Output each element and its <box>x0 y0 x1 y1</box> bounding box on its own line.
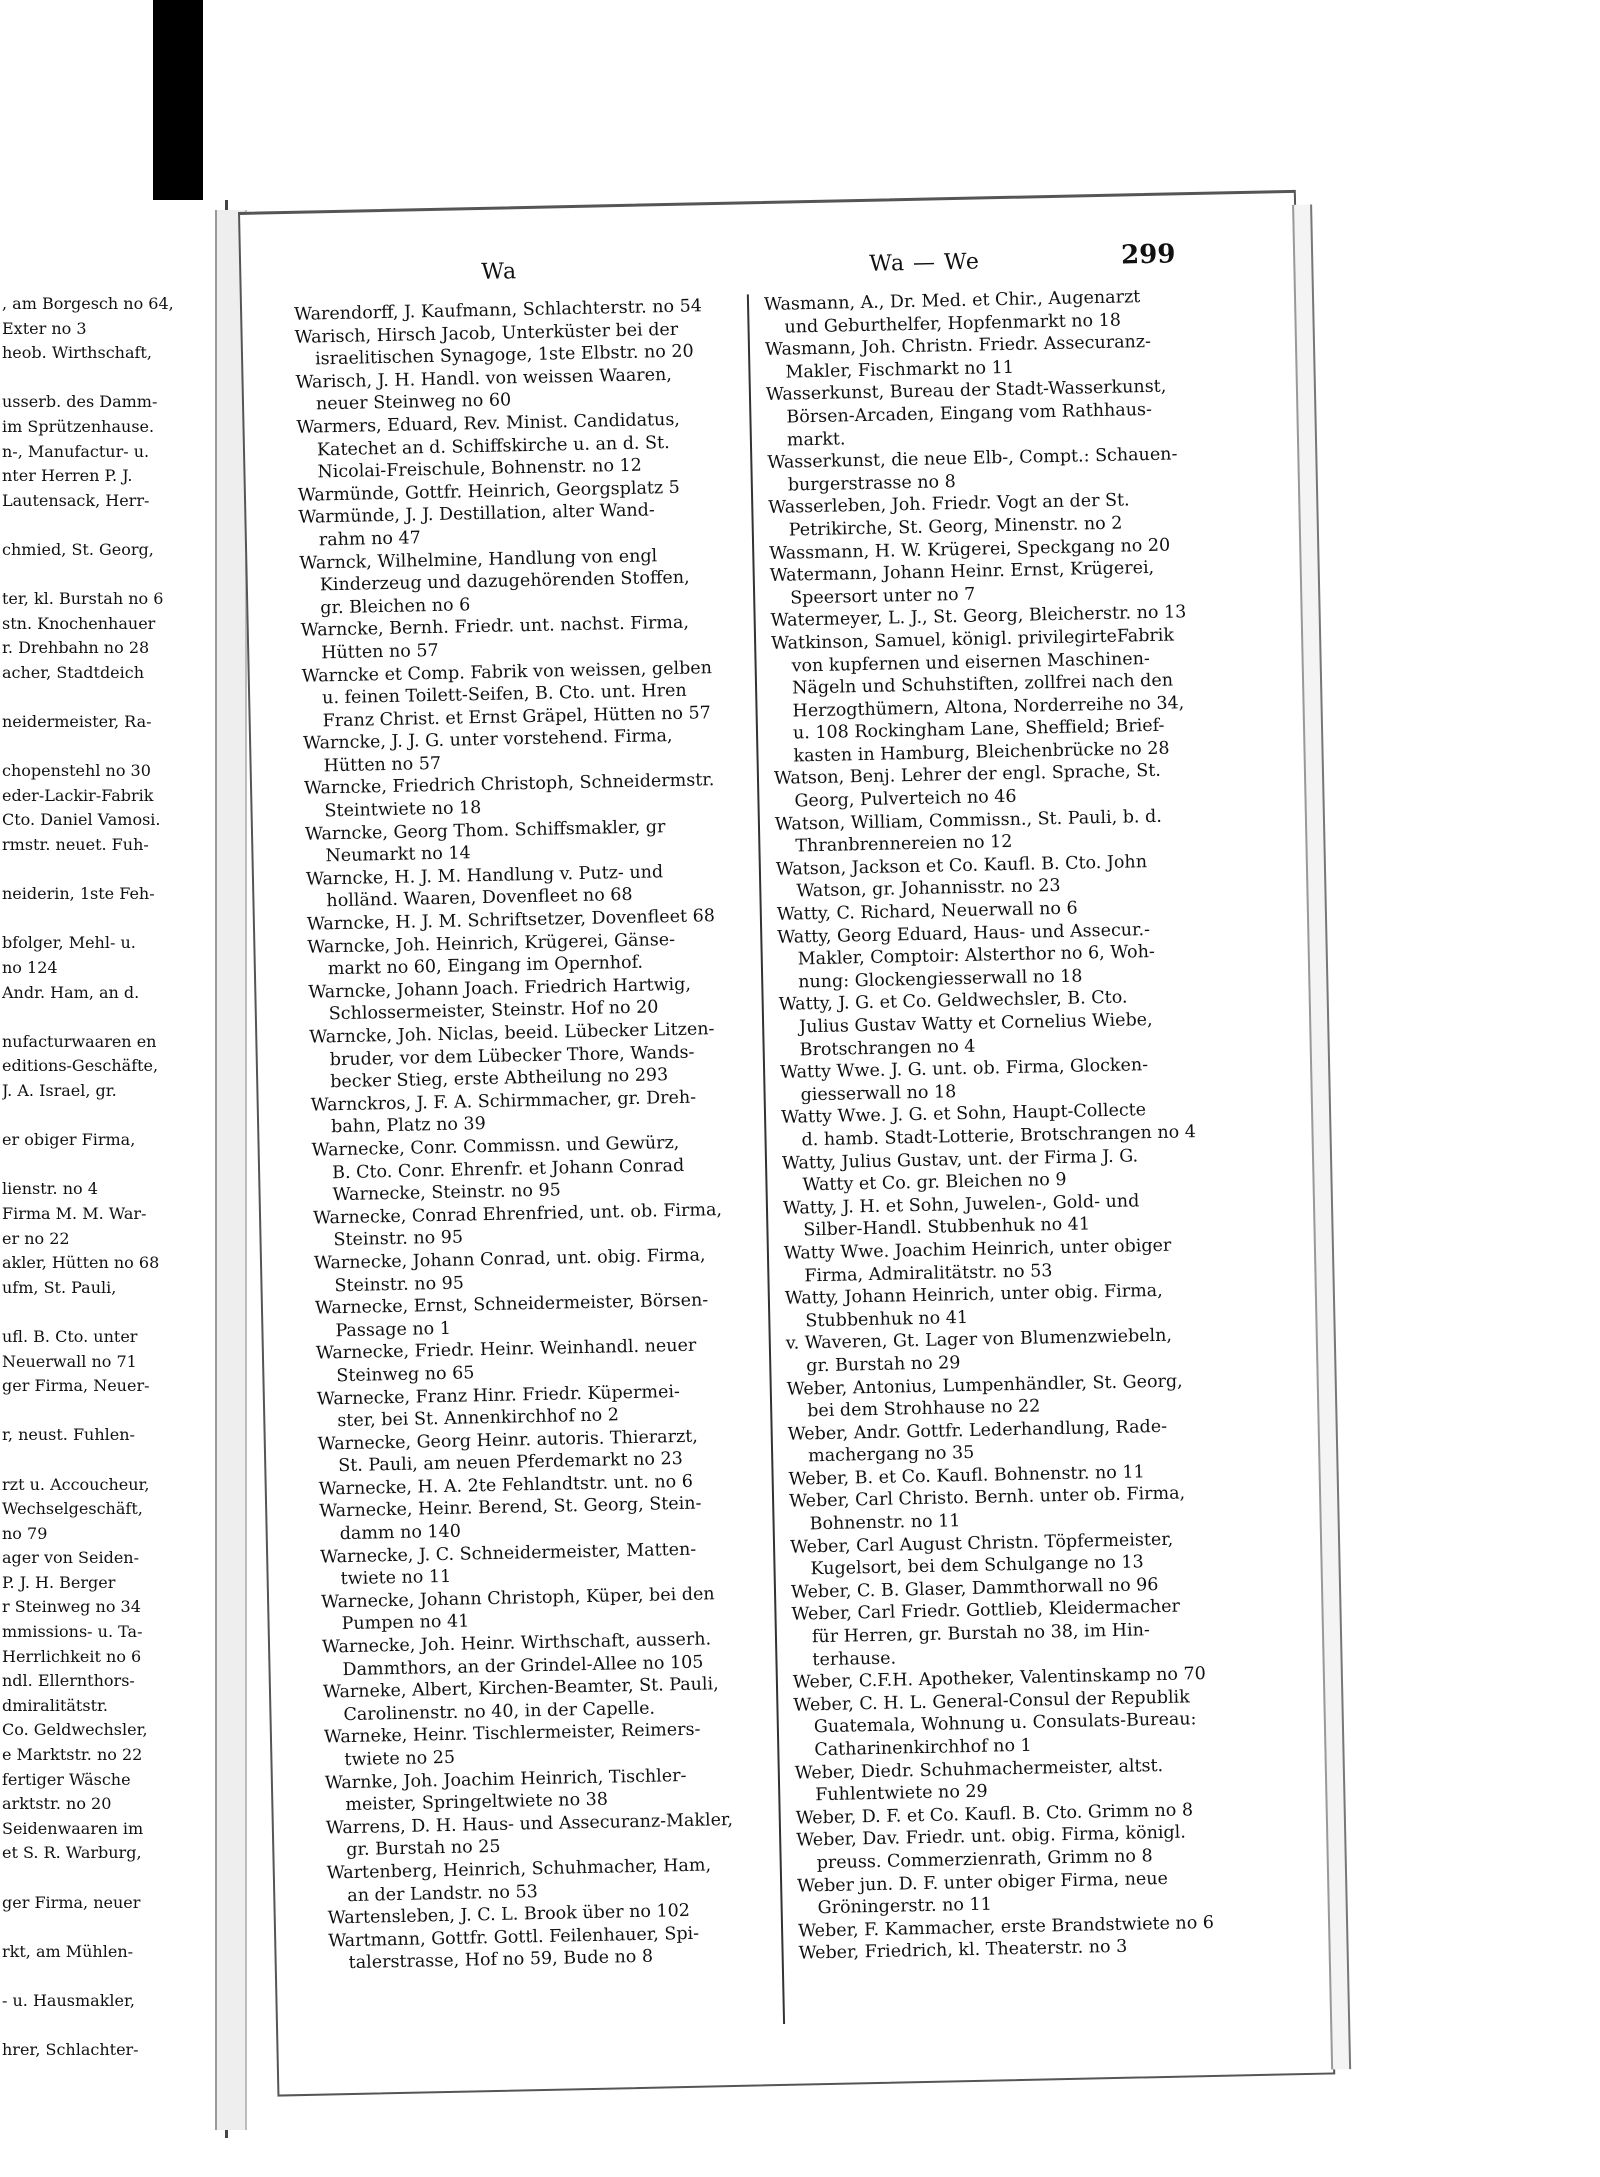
left-page-line: arktstr. no 20 <box>2 1794 112 1814</box>
entry-continuation: bahn, Platz no 39 <box>330 1114 486 1138</box>
entry-head: Warncke, Joh. Niclas, beeid. Lübecker Litzen- <box>309 1019 715 1048</box>
entry-continuation: Herzogthümern, Altona, Norderreihe no 34, <box>792 692 1185 722</box>
entry-head: Weber, Antonius, Lumpenhändler, St. Georg, <box>786 1370 1183 1400</box>
entry-head: Wassmann, H. W. Krügerei, Speckgang no 20 <box>769 535 1171 564</box>
entry-head: Warneke, Heinr. Tischlermeister, Reimers- <box>323 1720 701 1748</box>
left-page-line: rzt u. Accoucheur, <box>2 1474 150 1494</box>
entry-head: Weber, C.F.H. Apotheker, Valentinskamp no 70 <box>792 1664 1206 1693</box>
entry-head: Weber, Diedr. Schuhmachermeister, altst. <box>794 1755 1164 1784</box>
left-page-line <box>2 1104 224 1129</box>
entry-continuation: damm no 140 <box>339 1521 462 1545</box>
directory-entry <box>299 543 738 620</box>
left-page-line: neidermeister, Ra- <box>2 712 152 732</box>
entry-head: Watty Wwe. Joachim Heinrich, unter obiger <box>783 1235 1172 1264</box>
entry-continuation: nung: Glockengiesserwall no 18 <box>798 966 1083 993</box>
entry-head: Wasserleben, Joh. Friedr. Vogt an der St. <box>768 490 1130 519</box>
entry-continuation: Makler, Comptoir: Alsterthor no 6, Woh- <box>797 942 1155 970</box>
directory-entry <box>771 624 1214 769</box>
entry-head: Warnecke, Georg Heinr. autoris. Thierarzt, <box>317 1426 699 1455</box>
left-page-line: akler, Hütten no 68 <box>2 1253 160 1273</box>
entry-continuation: gr. Bleichen no 6 <box>320 594 471 619</box>
entry-head: Warnecke, Friedr. Heinr. Weinhandl. neuer <box>315 1335 697 1364</box>
entry-head: Watermeyer, L. J., St. Georg, Bleicherstr. no 13 <box>770 602 1187 632</box>
entry-head: Warmers, Eduard, Rev. Minist. Candidatus, <box>296 409 681 438</box>
entry-head: Warnecke, Joh. Heinr. Wirthschaft, ausserh. <box>321 1629 712 1658</box>
entry-continuation: von kupfernen und eisernen Maschinen- <box>791 648 1150 677</box>
entry-head: Warncke, J. J. G. unter vorstehend. Firma, <box>302 726 673 755</box>
entry-continuation: Pumpen no 41 <box>341 1611 470 1635</box>
entry-continuation: Steinstr. no 95 <box>334 1273 465 1296</box>
entry-continuation: d. hamb. Stadt-Lotterie, Brotschrangen no 4 <box>801 1122 1197 1151</box>
left-page-line: Herrlichkeit no 6 <box>2 1646 142 1666</box>
left-page-line: Exter no 3 <box>2 318 87 338</box>
entry-continuation: Neumarkt no 14 <box>325 843 471 867</box>
entry-head: Warnecke, Ernst, Schneidermeister, Börsen- <box>314 1290 709 1319</box>
left-page-line <box>2 1300 224 1325</box>
left-page-line: r, neust. Fuhlen- <box>2 1425 135 1445</box>
entry-continuation: kasten in Hamburg, Bleichenbrücke no 28 <box>793 738 1170 767</box>
left-page-line: fertiger Wäsche <box>2 1769 131 1789</box>
left-page-line: usserb. des Damm- <box>2 392 158 412</box>
left-page-line <box>2 1448 224 1473</box>
entry-continuation: Steintwiete no 18 <box>324 798 482 822</box>
left-page-line: dmiralitätstr. <box>2 1695 108 1715</box>
left-page-line: er no 22 <box>2 1228 70 1248</box>
entry-continuation: an der Landstr. no 53 <box>347 1881 538 1906</box>
entry-continuation: und Geburthelfer, Hopfenmarkt no 18 <box>784 310 1122 338</box>
entry-head: Warncke, Johann Joach. Friedrich Hartwig, <box>308 974 692 1003</box>
directory-entry <box>766 375 1207 452</box>
left-page-line: lienstr. no 4 <box>2 1179 98 1199</box>
left-page-line <box>2 735 224 760</box>
entry-head: Warncke, Joh. Heinrich, Krügerei, Gänse- <box>307 929 676 958</box>
entry-continuation: Catharinenkirchhof no 1 <box>814 1735 1032 1761</box>
left-page-line <box>2 1399 224 1424</box>
directory-column-left <box>294 295 767 1976</box>
entry-head: Watty, J. G. et Co. Geldwechsler, B. Cto. <box>778 987 1128 1016</box>
entry-head: Watty, C. Richard, Neuerwall no 6 <box>776 898 1078 925</box>
entry-head: Weber, Andr. Gottfr. Lederhandlung, Rade- <box>787 1416 1168 1445</box>
directory-entry <box>793 1685 1234 1762</box>
entry-head: Watson, Jackson et Co. Kaufl. B. Cto. John <box>775 851 1148 880</box>
left-page-line: ter, kl. Burstah no 6 <box>2 589 164 609</box>
left-page-line: ndl. Ellernthors- <box>2 1671 135 1691</box>
entry-head: Weber, D. F. et Co. Kaufl. B. Cto. Grimm no 8 <box>795 1800 1194 1829</box>
entry-continuation: für Herren, gr. Burstah no 38, im Hin- <box>811 1620 1151 1648</box>
entry-continuation: Carolinenstr. no 40, in der Capelle. <box>343 1698 656 1725</box>
left-page-line: ager von Seiden- <box>2 1548 140 1568</box>
entry-continuation: burgerstrasse no 8 <box>787 471 956 496</box>
entry-continuation: Warnecke, Steinstr. no 95 <box>332 1180 562 1206</box>
entry-continuation: bruder, vor dem Lübecker Thore, Wands- <box>329 1042 695 1070</box>
entry-continuation: markt no 60, Eingang im Opernhof. <box>327 952 644 980</box>
left-page-line <box>2 858 224 883</box>
left-page-line: no 124 <box>2 958 58 978</box>
entry-continuation: Firma, Admiralitätstr. no 53 <box>804 1260 1053 1286</box>
entry-head: Wartmann, Gottfr. Gottl. Feilenhauer, Spi- <box>328 1923 700 1952</box>
left-page-line: ufl. B. Cto. unter <box>2 1326 138 1346</box>
page-number: 299 <box>1120 239 1176 271</box>
entry-head: Warncke et Comp. Fabrik von weissen, gelben <box>301 657 713 687</box>
entry-head: Warnecke, Conrad Ehrenfried, unt. ob. Firma, <box>312 1199 723 1229</box>
entry-continuation: Makler, Fischmarkt no 11 <box>785 357 1015 383</box>
entry-head: Wartensleben, J. C. L. Brook über no 102 <box>327 1901 691 1929</box>
entry-continuation: Georg, Pulverteich no 46 <box>794 786 1017 812</box>
entry-head: Weber, Friedrich, kl. Theaterstr. no 3 <box>798 1937 1128 1964</box>
directory-column-right <box>764 285 1239 1966</box>
left-page-line: e Marktstr. no 22 <box>2 1745 143 1765</box>
entry-continuation: israelitischen Synagoge, 1ste Elbstr. no 20 <box>314 341 694 370</box>
entry-continuation: Stubbenhuk no 41 <box>805 1307 969 1332</box>
left-page <box>0 200 228 2138</box>
entry-head: Warncke, H. J. M. Handlung v. Putz- und <box>305 862 664 890</box>
entry-head: Warneke, Albert, Kirchen-Beamter, St. Pauli, <box>322 1674 719 1703</box>
entry-head: Warnecke, Franz Hinr. Friedr. Küpermei- <box>316 1381 681 1410</box>
entry-head: Warncke, Georg Thom. Schiffsmakler, gr <box>304 816 666 845</box>
entry-head: Warnke, Joh. Joachim Heinrich, Tischler- <box>324 1765 687 1794</box>
left-page-line: hrer, Schlachter- <box>2 2040 139 2060</box>
directory-entry <box>791 1595 1232 1672</box>
left-page-line: stn. Knochenhauer <box>2 613 156 633</box>
left-page-line: Firma M. M. War- <box>2 1203 147 1223</box>
entry-head: Warisch, J. H. Handl. von weissen Waaren, <box>295 364 673 393</box>
entry-continuation: Petrikirche, St. Georg, Minenstr. no 2 <box>788 513 1123 541</box>
entry-head: Warncke, Friedrich Christoph, Schneidermstr. <box>303 770 715 800</box>
entry-continuation: Nägeln und Schuhstiften, zollfrei nach den <box>791 670 1174 699</box>
entry-continuation: preuss. Commerzienrath, Grimm no 8 <box>816 1846 1153 1874</box>
directory-entry <box>328 1921 767 1975</box>
entry-continuation: Passage no 1 <box>335 1318 452 1341</box>
entry-head: Watermann, Johann Heinr. Ernst, Krügerei, <box>769 558 1155 587</box>
entry-head: Weber, F. Kammacher, erste Brandstwiete no 6 <box>797 1912 1215 1942</box>
left-page-line <box>2 1153 224 1178</box>
left-page-line <box>2 1005 224 1030</box>
entry-continuation: gr. Burstah no 25 <box>346 1837 501 1861</box>
entry-continuation: giesserwall no 18 <box>800 1081 957 1106</box>
entry-continuation: Silber-Handl. Stubbenhuk no 41 <box>803 1214 1091 1241</box>
entry-continuation: Steinstr. no 95 <box>333 1227 464 1251</box>
directory-entry <box>309 1018 748 1095</box>
left-page-line: acher, Stadtdeich <box>2 662 145 682</box>
entry-continuation: Franz Christ. et Ernst Gräpel, Hütten no 57 <box>322 702 711 732</box>
entry-continuation: twiete no 25 <box>344 1747 456 1771</box>
left-page-line: Cto. Daniel Vamosi. <box>2 810 161 830</box>
left-page-line: Neuerwall no 71 <box>2 1351 137 1371</box>
left-page-line: , am Borgesch no 64, <box>2 294 174 313</box>
entry-continuation: Speersort unter no 7 <box>790 584 976 609</box>
entry-continuation: neuer Steinweg no 60 <box>315 390 512 415</box>
left-page-line <box>2 907 224 932</box>
entry-head: Weber, Carl August Christn. Töpfermeister, <box>789 1529 1174 1558</box>
entry-continuation: Fuhlentwiete no 29 <box>815 1781 988 1806</box>
entry-continuation: markt. <box>786 428 846 451</box>
directory-entry <box>781 1098 1222 1152</box>
entry-head: Wasmann, Joh. Christn. Friedr. Assecuranz- <box>764 332 1152 361</box>
left-page-line: et S. R. Warburg, <box>2 1843 142 1863</box>
entry-continuation: B. Cto. Conr. Ehrenfr. et Johann Conrad <box>331 1155 685 1183</box>
left-page-line: r Steinweg no 34 <box>2 1597 141 1617</box>
entry-head: Warncke, H. J. M. Schriftsetzer, Dovenfleet 68 <box>306 906 716 935</box>
left-page-line: Andr. Ham, an d. <box>2 982 140 1002</box>
left-page-line: Co. Geldwechsler, <box>2 1720 148 1740</box>
entry-head: Weber jun. D. F. unter obiger Firma, neue <box>796 1868 1169 1897</box>
directory-entry <box>779 985 1220 1062</box>
entry-continuation: becker Stieg, erste Abtheilung no 293 <box>330 1065 669 1093</box>
left-page-line <box>2 563 224 588</box>
entry-continuation: Thranbrennereien no 12 <box>795 832 1013 857</box>
running-header-center: Wa — We <box>868 249 981 277</box>
entry-head: Watson, William, Commissn., St. Pauli, b. d. <box>774 806 1163 835</box>
left-page-line: chopenstehl no 30 <box>2 761 151 781</box>
entry-head: Wasserkunst, die neue Elb-, Compt.: Schauen- <box>767 444 1178 474</box>
entry-continuation: Börsen-Arcaden, Eingang vom Rathhaus- <box>786 399 1153 428</box>
entry-continuation: Julius Gustav Watty et Cornelius Wiebe, <box>798 1010 1153 1038</box>
entry-head: Warnck, Wilhelmine, Handlung von engl <box>299 545 658 574</box>
left-page-line: im Sprützenhause. <box>2 416 155 436</box>
entry-head: Watty, J. H. et Sohn, Juwelen-, Gold- und <box>782 1191 1140 1219</box>
left-page-line: heob. Wirthschaft, <box>2 343 152 363</box>
left-page-line: nufacturwaaren en <box>2 1031 157 1051</box>
entry-continuation: talerstrasse, Hof no 59, Bude no 8 <box>348 1947 654 1974</box>
entry-continuation: terhause. <box>812 1648 897 1670</box>
entry-continuation: u. 108 Rockingham Lane, Sheffield; Brief- <box>792 715 1165 744</box>
entry-head: Warnecke, Conr. Commissn. und Gewürz, <box>311 1132 680 1161</box>
entry-continuation: meister, Springeltwiete no 38 <box>345 1789 609 1816</box>
left-page-line: no 79 <box>2 1523 48 1543</box>
entry-head: Watson, Benj. Lehrer der engl. Sprache, St. <box>773 761 1162 790</box>
entry-head: Warisch, Hirsch Jacob, Unterküster bei der <box>294 319 679 348</box>
entry-continuation: Dammthors, an der Grindel-Allee no 105 <box>342 1652 704 1680</box>
left-page-line: bfolger, Mehl- u. <box>2 933 136 953</box>
book-gutter <box>215 210 247 2130</box>
left-page-line: J. A. Israel, gr. <box>2 1081 117 1100</box>
left-page-line <box>2 1866 224 1891</box>
entry-head: Warnecke, H. A. 2te Fehlandtstr. unt. no 6 <box>318 1471 694 1500</box>
left-page-line <box>2 513 224 538</box>
entry-head: Warncke, Bernh. Friedr. unt. nachst. Firma, <box>300 612 690 642</box>
directory-entry <box>302 656 741 733</box>
entry-head: Weber, C. B. Glaser, Dammthorwall no 96 <box>790 1574 1159 1603</box>
left-page-line: ger Firma, neuer <box>2 1892 141 1912</box>
entry-continuation: holländ. Waaren, Dovenfleet no 68 <box>326 885 633 912</box>
entry-head: Watkinson, Samuel, königl. privilegirteFabrik <box>770 625 1175 654</box>
left-page-line: Seidenwaaren im <box>2 1818 144 1838</box>
left-page-line: er obiger Firma, <box>2 1130 136 1150</box>
left-page-line <box>2 2014 224 2039</box>
page-edges <box>1292 205 1351 2070</box>
entry-continuation: bei dem Strohhause no 22 <box>807 1396 1041 1422</box>
left-page-line <box>2 1915 224 1940</box>
entry-head: Wartenberg, Heinrich, Schuhmacher, Ham, <box>326 1855 712 1884</box>
entry-continuation: Guatemala, Wohnung u. Consulats-Bureau: <box>813 1709 1197 1738</box>
entry-head: Warnecke, Johann Conrad, unt. obig. Firma, <box>313 1245 706 1274</box>
entry-head: Warnecke, Heinr. Berend, St. Georg, Stein- <box>319 1494 702 1523</box>
directory-entry <box>777 917 1218 994</box>
left-page-line: mmissions- u. Ta- <box>2 1622 143 1642</box>
entry-head: Weber, Carl Christo. Bernh. unter ob. Firma, <box>788 1483 1186 1513</box>
entry-head: Warnecke, Johann Christoph, Küper, bei den <box>320 1584 715 1613</box>
entry-head: Watty, Georg Eduard, Haus- und Assecur.- <box>777 919 1151 948</box>
entry-head: Wasserkunst, Bureau der Stadt-Wasserkunst, <box>765 376 1167 406</box>
entry-continuation: Gröningerstr. no 11 <box>817 1894 992 1919</box>
entry-head: Weber, Carl Friedr. Gottlieb, Kleidermacher <box>791 1597 1181 1626</box>
left-page-line: ger Firma, Neuer- <box>2 1376 150 1396</box>
entry-head: Warnckros, J. F. A. Schirmmacher, gr. Dreh- <box>310 1087 697 1116</box>
entry-continuation: twiete no 11 <box>340 1567 452 1590</box>
entry-continuation: Katechet an d. Schiffskirche u. an d. St. <box>316 432 670 460</box>
entry-head: Weber, C. H. L. General-Consul der Republik <box>793 1687 1190 1716</box>
entry-head: Watty Wwe. J. G. unt. ob. Firma, Glocken- <box>779 1055 1149 1084</box>
entry-continuation: u. feinen Toilett-Seifen, B. Cto. unt. Hren <box>321 680 687 709</box>
left-page-line: eder-Lackir-Fabrik <box>2 785 154 805</box>
entry-continuation: Brotschrangen no 4 <box>799 1036 976 1061</box>
entry-head: Warmünde, J. J. Destillation, alter Wand- <box>298 500 656 529</box>
entry-head: Wasmann, A., Dr. Med. et Chir., Augenarzt <box>763 287 1141 316</box>
entry-continuation: rahm no 47 <box>318 528 421 551</box>
running-header-left: Wa <box>481 259 518 285</box>
entry-continuation: machergang no 35 <box>807 1443 975 1467</box>
entry-continuation: Watson, gr. Johannisstr. no 23 <box>796 876 1061 902</box>
entry-head: Watty Wwe. J. G. et Sohn, Haupt-Collecte <box>780 1100 1147 1129</box>
left-page-line: ufm, St. Pauli, <box>2 1277 117 1297</box>
entry-head: Watty, Johann Heinrich, unter obig. Firma, <box>784 1280 1163 1309</box>
entry-continuation: Hütten no 57 <box>321 640 439 664</box>
entry-continuation: Nicolai-Freischule, Bohnenstr. no 12 <box>317 455 643 483</box>
entry-continuation: Schlossermeister, Steinstr. Hof no 20 <box>328 997 659 1025</box>
entry-continuation: Steinweg no 65 <box>336 1363 475 1387</box>
left-page-line: rmstr. neuet. Fuh- <box>2 835 149 855</box>
directory-entry <box>311 1130 750 1207</box>
directory-entry <box>296 408 735 485</box>
right-page <box>238 190 1335 2097</box>
entry-continuation: gr. Burstah no 29 <box>806 1353 961 1377</box>
left-page-line: - u. Hausmakler, <box>2 1990 135 2010</box>
entry-continuation: Watty et Co. gr. Bleichen no 9 <box>802 1170 1067 1196</box>
entry-continuation: Hütten no 57 <box>323 753 442 777</box>
entry-head: Warrens, D. H. Haus- und Assecuranz-Makler, <box>325 1809 734 1839</box>
entry-continuation: Bohnenstr. no 11 <box>809 1511 961 1535</box>
left-page-line: neiderin, 1ste Feh- <box>2 884 155 904</box>
left-page-line: Wechselgeschäft, <box>2 1499 143 1519</box>
entry-head: Watty, Julius Gustav, unt. der Firma J. G. <box>781 1145 1139 1174</box>
left-page-line: nter Herren P. J. <box>2 466 133 486</box>
entry-head: Warnecke, J. C. Schneidermeister, Matten- <box>319 1539 697 1568</box>
entry-continuation: St. Pauli, am neuen Pferdemarkt no 23 <box>338 1449 684 1477</box>
left-page-line: Lautensack, Herr- <box>2 490 150 510</box>
entry-head: Weber, Dav. Friedr. unt. obig. Firma, königl. <box>796 1822 1187 1852</box>
entry-continuation: Kugelsort, bei dem Schulgange no 13 <box>810 1552 1144 1580</box>
entry-continuation: ster, bei St. Annenkirchhof no 2 <box>337 1405 620 1432</box>
entry-continuation: Kinderzeug und dazugehörenden Stoffen, <box>319 567 690 596</box>
left-page-line <box>2 366 224 391</box>
entry-head: v. Waveren, Gt. Lager von Blumenzwiebeln, <box>785 1326 1173 1355</box>
left-page-line: rkt, am Mühlen- <box>2 1941 134 1961</box>
left-page-line: chmied, St. Georg, <box>2 539 154 559</box>
left-page-line <box>2 686 224 711</box>
entry-head: Warmünde, Gottfr. Heinrich, Georgsplatz 5 <box>297 477 681 506</box>
left-page-line: P. J. H. Berger <box>2 1572 116 1592</box>
left-page-text-column <box>2 292 224 2063</box>
entry-head: Weber, B. et Co. Kaufl. Bohnenstr. no 11 <box>788 1462 1145 1490</box>
left-page-line: n-, Manufactur- u. <box>2 441 150 461</box>
left-page-line: editions-Geschäfte, <box>2 1056 159 1076</box>
left-page-line: r. Drehbahn no 28 <box>2 638 150 658</box>
left-page-line <box>2 1964 224 1989</box>
entry-head: Warendorff, J. Kaufmann, Schlachterstr. no 54 <box>293 296 703 325</box>
